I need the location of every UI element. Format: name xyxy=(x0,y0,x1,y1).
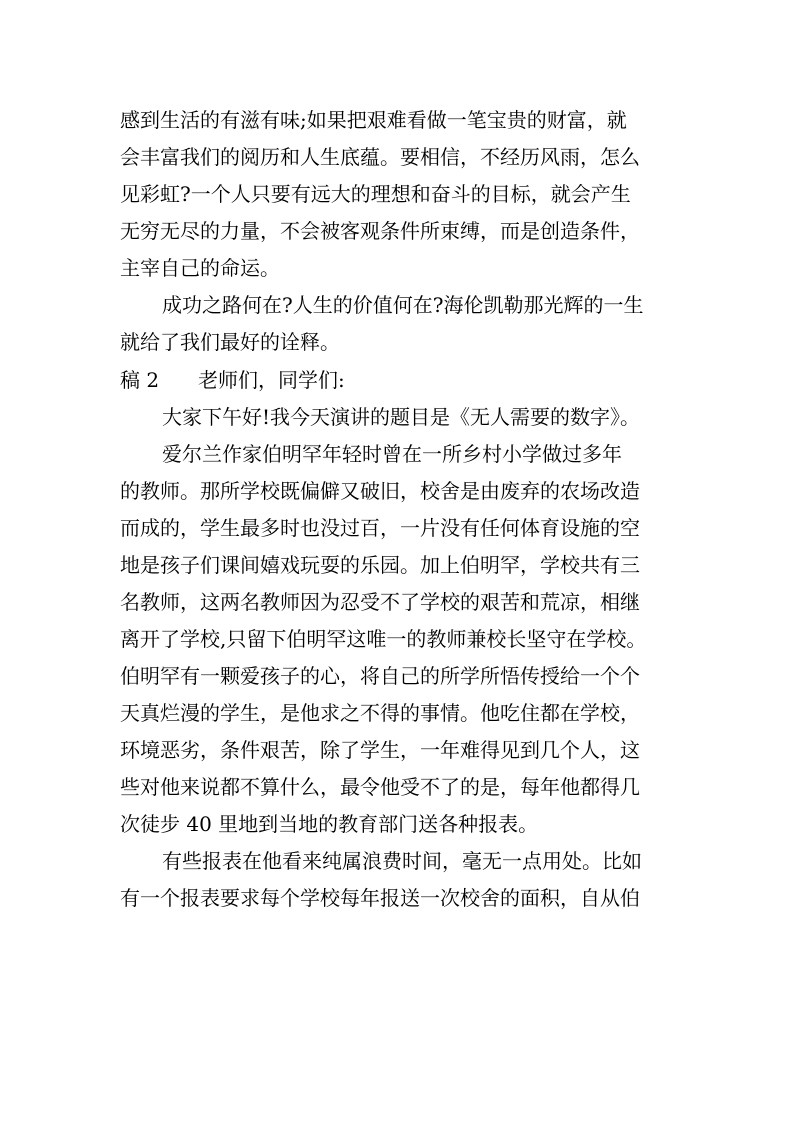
paragraph-4-line-9: 环境恶劣，条件艰苦，除了学生，一年难得见到几个人，这 xyxy=(120,738,640,762)
paragraph-4-line-8: 天真烂漫的学生，是他求之不得的事情。他吃住都在学校， xyxy=(120,701,640,725)
paragraph-2-line-1: 成功之路何在?人生的价值何在?海伦凯勒那光辉的一生 xyxy=(162,293,644,317)
paragraph-4-line-7: 伯明罕有一颗爱孩子的心，将自己的所学所悟传授给一个个 xyxy=(120,664,640,688)
paragraph-1-line-1: 感到生活的有滋有味;如果把艰难看做一笔宝贵的财富，就 xyxy=(120,108,627,132)
paragraph-4-line-3: 而成的，学生最多时也没过百，一片没有任何体育设施的空 xyxy=(120,516,640,540)
paragraph-4-line-11: 次徒步 40 里地到当地的教育部门送各种报表。 xyxy=(120,812,539,836)
paragraph-1-line-3: 见彩虹?一个人只要有远大的理想和奋斗的目标，就会产生 xyxy=(120,182,631,206)
paragraph-5-line-2: 有一个报表要求每个学校每年报送一次校舍的面积，自从伯 xyxy=(120,886,640,910)
paragraph-3-line-1: 大家下午好!我今天演讲的题目是《无人需要的数字》。 xyxy=(162,405,641,429)
paragraph-1-line-4: 无穷无尽的力量，不会被客观条件所束缚，而是创造条件， xyxy=(120,219,640,243)
paragraph-1-line-5: 主宰自己的命运。 xyxy=(120,256,280,280)
greeting: 老师们，同学们: xyxy=(198,368,345,392)
section-label: 稿 2 xyxy=(120,368,160,392)
paragraph-4-line-1: 爱尔兰作家伯明罕年轻时曾在一所乡村小学做过多年 xyxy=(162,442,622,466)
paragraph-5-line-1: 有些报表在他看来纯属浪费时间，毫无一点用处。比如 xyxy=(162,849,642,873)
paragraph-4-line-4: 地是孩子们课间嬉戏玩耍的乐园。加上伯明罕，学校共有三 xyxy=(120,553,640,577)
paragraph-4-line-6: 离开了学校,只留下伯明罕这唯一的教师兼校长坚守在学校。 xyxy=(120,627,647,651)
paragraph-4-line-10: 些对他来说都不算什么，最令他受不了的是，每年他都得几 xyxy=(120,775,640,799)
paragraph-4-line-5: 名教师，这两名教师因为忍受不了学校的艰苦和荒凉，相继 xyxy=(120,590,640,614)
paragraph-1-line-2: 会丰富我们的阅历和人生底蕴。要相信，不经历风雨，怎么 xyxy=(120,145,640,169)
paragraph-2-line-2: 就给了我们最好的诠释。 xyxy=(120,330,340,354)
paragraph-4-line-2: 的教师。那所学校既偏僻又破旧，校舍是由废弃的农场改造 xyxy=(120,479,640,503)
